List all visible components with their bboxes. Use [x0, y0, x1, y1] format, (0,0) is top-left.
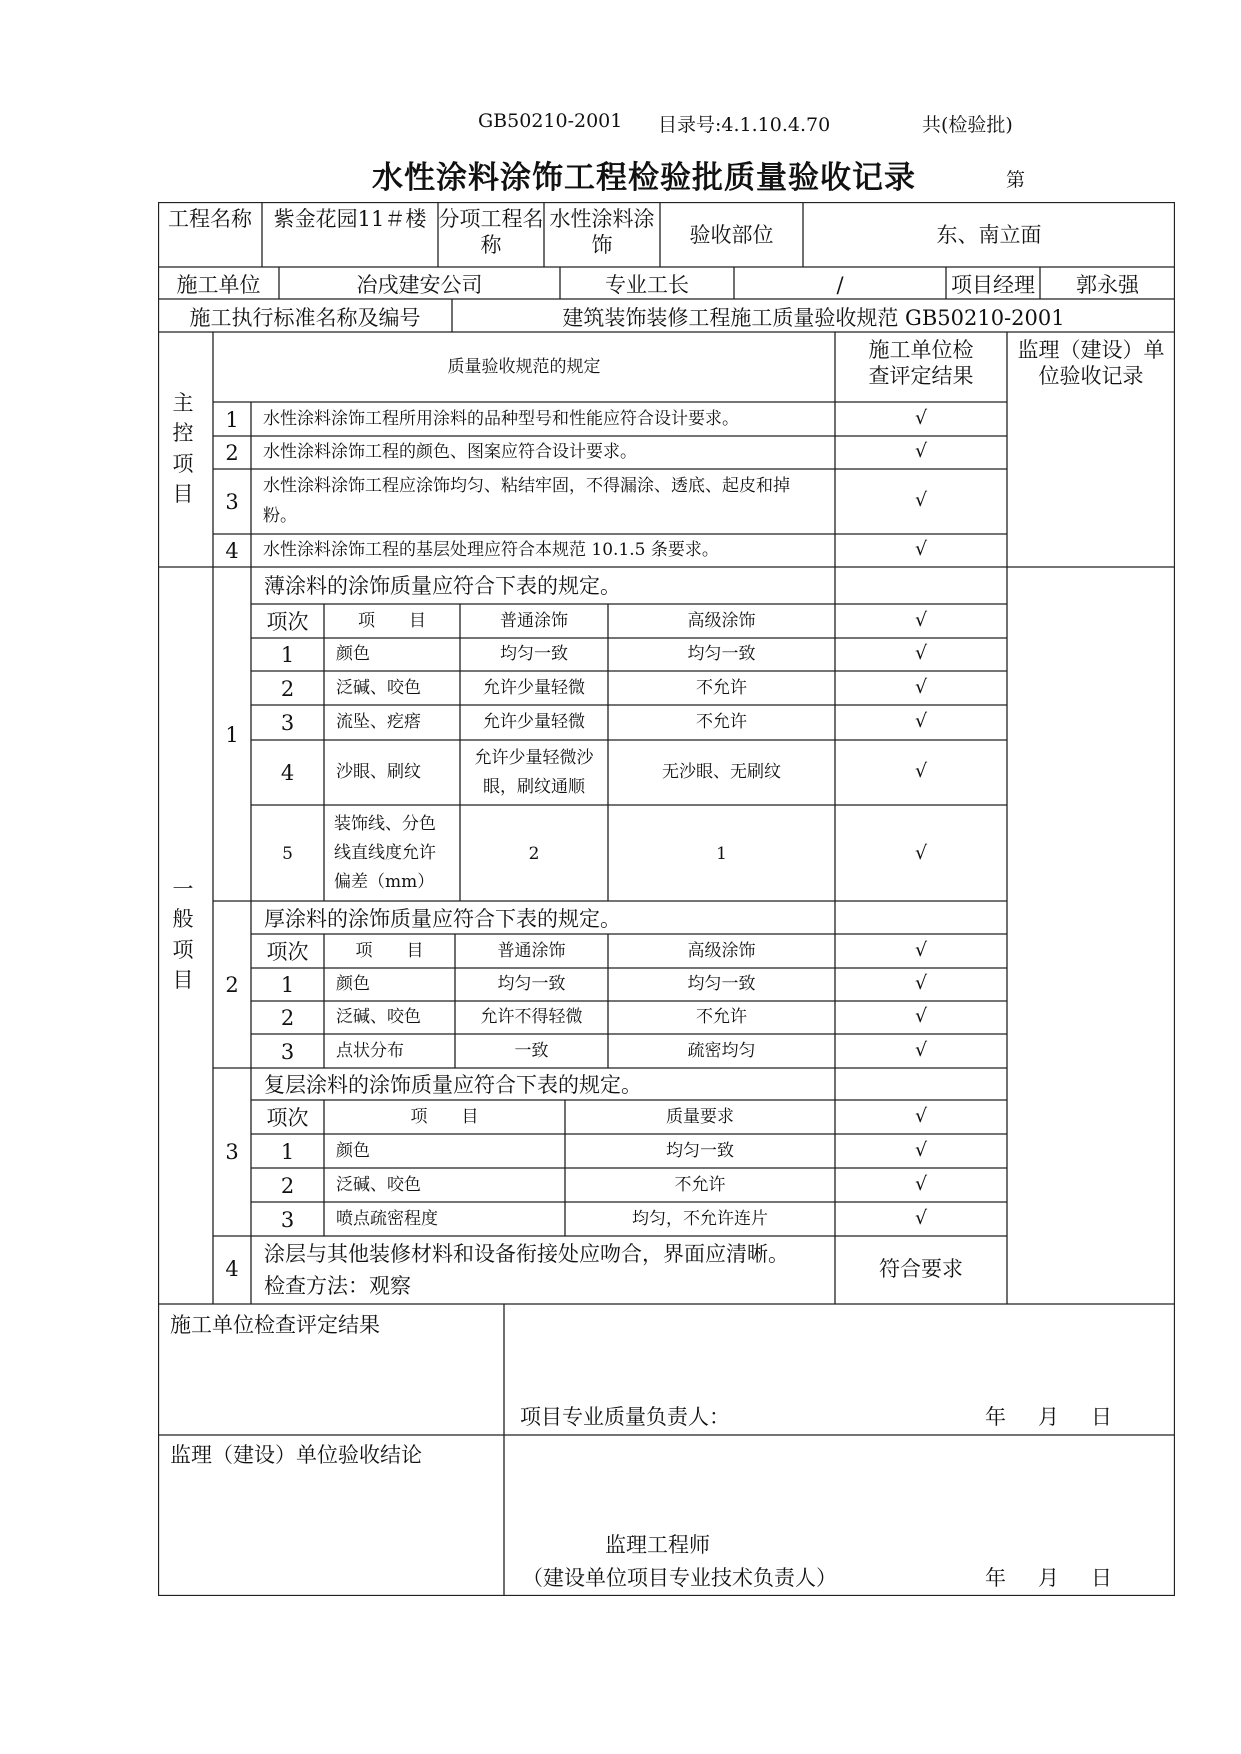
general-items-label: 一般项目 — [172, 877, 194, 993]
g3-row-2-result: √ — [914, 1173, 928, 1195]
acceptance-part-value: 东、南立面 — [936, 223, 1042, 247]
manager-value: 郭永强 — [1076, 273, 1139, 297]
g2-header-result: √ — [914, 939, 928, 961]
g1-col-normal: 普通涂饰 — [500, 611, 568, 631]
group-3-heading: 复层涂料的涂饰质量应符合下表的规定。 — [264, 1073, 642, 1097]
g3-col-item: 项 目 — [410, 1107, 479, 1127]
g2-row-3-normal: 一致 — [514, 1041, 549, 1061]
g1-row-1-normal: 均匀一致 — [500, 644, 568, 664]
owner-tech-label: （建设单位项目专业技术负责人） — [522, 1566, 837, 1590]
acceptance-part-label: 验收部位 — [689, 223, 774, 247]
g1-row-5-result: √ — [914, 842, 928, 864]
standard-name-label: 施工执行标准名称及编号 — [189, 306, 421, 330]
g1-row-2-item: 泛碱、咬色 — [336, 678, 421, 698]
g1-row-3-no: 3 — [280, 711, 295, 735]
qc-person-label: 项目专业质量负责人： — [520, 1405, 730, 1429]
g2-row-1-item: 颜色 — [336, 974, 370, 994]
g1-row-5-normal: 2 — [528, 844, 540, 864]
contractor-day: 日 — [1091, 1405, 1112, 1429]
g2-col-index: 项次 — [266, 940, 309, 964]
group-4-result: 符合要求 — [879, 1257, 963, 1281]
g1-row-4-normal: 允许少量轻微沙眼，刷纹通顺 — [474, 748, 594, 797]
foreman-label: 专业工长 — [605, 273, 689, 297]
group-4-no: 4 — [225, 1257, 239, 1281]
g3-row-1-item: 颜色 — [336, 1141, 370, 1161]
g1-row-4-no: 4 — [280, 761, 295, 785]
g3-row-1-requirement: 均匀一致 — [666, 1141, 734, 1161]
contractor-label: 施工单位 — [176, 273, 261, 297]
subitem-label: 分项工程名称 — [438, 207, 544, 258]
g3-row-2-requirement: 不允许 — [674, 1175, 726, 1195]
main-row-1-text: 水性涂料涂饰工程所用涂料的品种型号和性能应符合设计要求。 — [263, 409, 739, 429]
contractor-value: 冶戌建安公司 — [356, 273, 483, 297]
g2-row-2-normal: 允许不得轻微 — [480, 1007, 583, 1027]
main-row-3-text: 水性涂料涂饰工程应涂饰均匀、粘结牢固，不得漏涂、透底、起皮和掉粉。 — [263, 476, 790, 526]
g1-row-1-no: 1 — [280, 643, 295, 667]
spec-column-header: 质量验收规范的规定 — [447, 357, 601, 377]
main-items-label: 主控项目 — [172, 391, 194, 507]
g1-row-4-item: 沙眼、刷纹 — [336, 762, 421, 782]
group-4-check-method: 检查方法：观察 — [264, 1274, 411, 1298]
g1-row-5-no: 5 — [282, 844, 293, 864]
g2-row-1-no: 1 — [280, 973, 295, 997]
g2-row-1-result: √ — [914, 972, 928, 994]
catalog-number: 目录号:4.1.10.4.70 — [658, 114, 831, 136]
g2-row-2-advanced: 不允许 — [696, 1007, 747, 1027]
g1-row-1-result: √ — [914, 642, 928, 664]
g1-row-2-result: √ — [914, 676, 928, 698]
group-1-no: 1 — [225, 723, 239, 747]
g2-row-2-no: 2 — [280, 1006, 295, 1030]
project-name-value: 紫金花园11＃楼 — [273, 207, 427, 231]
supervisor-conclusion-label: 监理（建设）单位验收结论 — [170, 1443, 422, 1467]
g2-row-3-result: √ — [914, 1039, 928, 1061]
g3-row-1-no: 1 — [280, 1140, 295, 1164]
g1-row-5-item: 装饰线、分色线直线度允许偏差（mm） — [334, 814, 436, 893]
group-2-no: 2 — [225, 973, 239, 997]
g2-row-2-item: 泛碱、咬色 — [336, 1007, 421, 1027]
g2-row-2-result: √ — [914, 1005, 928, 1027]
supervisor-month: 月 — [1038, 1566, 1059, 1590]
g3-row-3-item: 喷点疏密程度 — [336, 1209, 438, 1229]
supervisor-day: 日 — [1091, 1566, 1112, 1590]
g1-row-2-no: 2 — [280, 677, 295, 701]
main-row-1-no: 1 — [225, 408, 239, 432]
inspection-form — [158, 202, 1175, 1596]
g3-row-3-requirement: 均匀，不允许连片 — [632, 1209, 768, 1229]
document-title: 水性涂料涂饰工程检验批质量验收记录 — [372, 160, 916, 196]
main-row-2-text: 水性涂料涂饰工程的颜色、图案应符合设计要求。 — [263, 442, 637, 462]
g2-col-advanced: 高级涂饰 — [687, 941, 756, 961]
g2-col-normal: 普通涂饰 — [497, 941, 566, 961]
g1-col-advanced: 高级涂饰 — [687, 611, 756, 631]
group-2-heading: 厚涂料的涂饰质量应符合下表的规定。 — [264, 907, 621, 931]
contractor-conclusion-label: 施工单位检查评定结果 — [170, 1313, 380, 1337]
group-3-no: 3 — [225, 1140, 239, 1164]
group-4-text: 涂层与其他装修材料和设备衔接处应吻合，界面应清晰。 — [264, 1242, 789, 1266]
g1-row-3-advanced: 不允许 — [696, 712, 747, 732]
contractor-result-header: 施工单位检查评定结果 — [868, 338, 974, 389]
g1-row-3-item: 流坠、疙瘩 — [336, 712, 421, 732]
project-name-label: 工程名称 — [168, 207, 252, 231]
g2-row-1-advanced: 均匀一致 — [687, 974, 756, 994]
g1-row-2-normal: 允许少量轻微 — [483, 678, 585, 698]
g2-row-1-normal: 均匀一致 — [497, 974, 566, 994]
g1-header-result: √ — [914, 609, 928, 631]
g1-row-5-advanced: 1 — [716, 844, 727, 864]
contractor-year: 年 — [985, 1405, 1006, 1429]
g2-row-3-advanced: 疏密均匀 — [687, 1041, 756, 1061]
g3-header-result: √ — [914, 1105, 928, 1127]
g1-row-4-result: √ — [914, 760, 928, 782]
main-row-3-result: √ — [914, 489, 928, 511]
g1-col-item: 项 目 — [358, 611, 426, 631]
g2-row-3-item: 点状分布 — [336, 1041, 404, 1061]
main-row-1-result: √ — [914, 407, 928, 429]
g2-col-item: 项 目 — [355, 941, 424, 961]
g1-row-1-advanced: 均匀一致 — [687, 644, 756, 664]
g1-row-2-advanced: 不允许 — [696, 678, 747, 698]
g2-row-3-no: 3 — [280, 1040, 295, 1064]
standard-name-value: 建筑装饰装修工程施工质量验收规范 GB50210-2001 — [562, 306, 1065, 330]
foreman-value: / — [836, 273, 844, 297]
batch-total: 共(检验批) — [922, 114, 1013, 136]
supervisor-year: 年 — [985, 1566, 1006, 1590]
g3-col-requirement: 质量要求 — [666, 1107, 734, 1127]
main-row-4-result: √ — [914, 538, 928, 560]
contractor-month: 月 — [1038, 1405, 1059, 1429]
manager-label: 项目经理 — [951, 273, 1035, 297]
main-row-4-text: 水性涂料涂饰工程的基层处理应符合本规范 10.1.5 条要求。 — [263, 540, 719, 560]
supervisor-record-header: 监理（建设）单位验收记录 — [1017, 338, 1165, 389]
standard-code: GB50210-2001 — [478, 110, 623, 132]
g3-row-3-no: 3 — [280, 1208, 295, 1232]
g1-row-4-advanced: 无沙眼、无刷纹 — [662, 762, 781, 782]
g1-row-3-result: √ — [914, 710, 928, 732]
g1-col-index: 项次 — [266, 610, 309, 634]
group-1-heading: 薄涂料的涂饰质量应符合下表的规定。 — [264, 574, 621, 598]
main-row-4-no: 4 — [225, 539, 239, 563]
g3-row-2-item: 泛碱、咬色 — [336, 1175, 421, 1195]
subitem-value: 水性涂料涂饰 — [549, 207, 655, 258]
g1-row-1-item: 颜色 — [336, 644, 370, 664]
batch-number: 第 — [1006, 169, 1026, 191]
main-row-2-result: √ — [914, 440, 928, 462]
supervisor-engineer-label: 监理工程师 — [605, 1533, 710, 1557]
g3-row-1-result: √ — [914, 1139, 928, 1161]
main-row-2-no: 2 — [225, 441, 239, 465]
g3-row-2-no: 2 — [280, 1174, 295, 1198]
g3-row-3-result: √ — [914, 1207, 928, 1229]
main-row-3-no: 3 — [225, 490, 239, 514]
g3-col-index: 项次 — [266, 1106, 309, 1130]
g1-row-3-normal: 允许少量轻微 — [483, 712, 585, 732]
